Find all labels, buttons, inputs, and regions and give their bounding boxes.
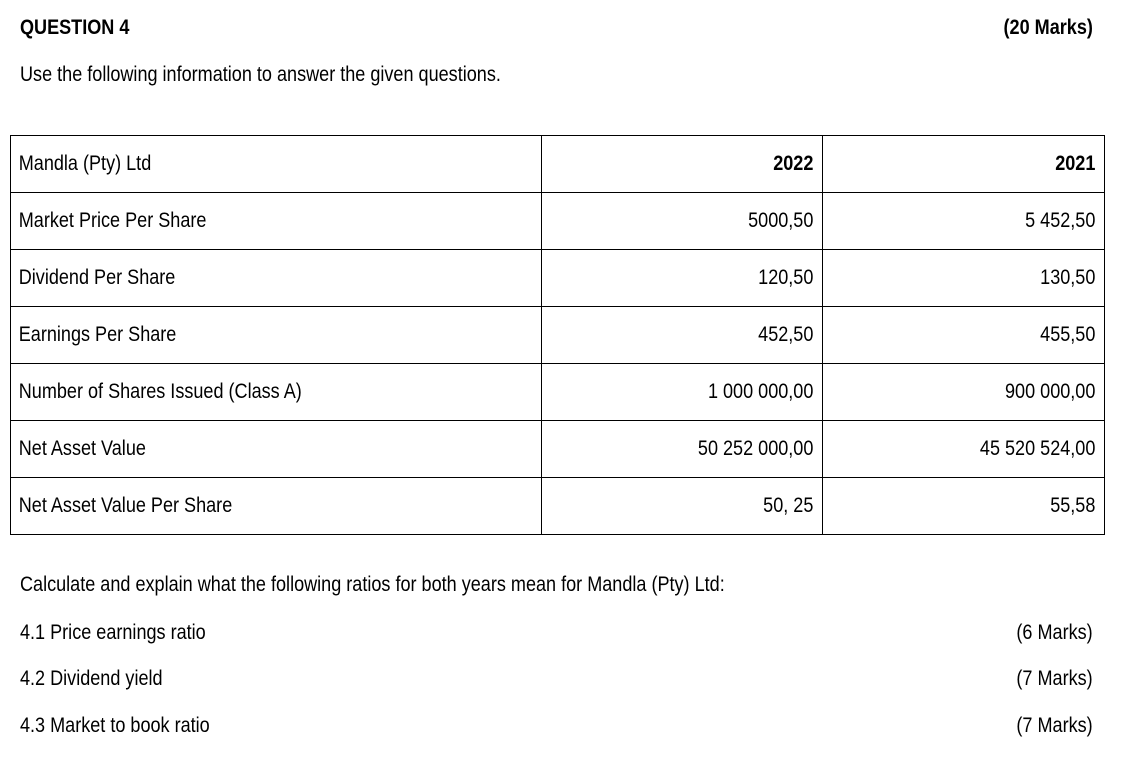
question-item-marks: (7 Marks) (1016, 667, 1093, 690)
question-item-label: 4.2 Dividend yield (20, 667, 163, 690)
year-2021-label: 2021 (1055, 152, 1096, 175)
row-label-cell (11, 193, 542, 250)
row-value-2021: 900 000,00 (1005, 380, 1096, 403)
table-row (11, 421, 1105, 478)
question-item-label: 4.1 Price earnings ratio (20, 621, 206, 644)
row-value-2022-cell (542, 250, 823, 307)
table-header-row (11, 136, 1105, 193)
table-row (11, 193, 1105, 250)
question-intro: Use the following information to answer the given questions. (20, 63, 501, 86)
row-label-cell (11, 421, 542, 478)
row-value-2021-cell (823, 478, 1105, 535)
question-item-label: 4.3 Market to book ratio (20, 714, 210, 737)
row-value-2022: 1 000 000,00 (707, 380, 814, 403)
row-label-cell (11, 250, 542, 307)
row-value-2022: 50, 25 (763, 494, 814, 517)
question-total-marks: (20 Marks) (1003, 16, 1093, 39)
row-value-2021: 130,50 (1040, 266, 1096, 289)
row-value-2021-cell (823, 364, 1105, 421)
row-label: Net Asset Value (18, 437, 146, 460)
row-value-2022-cell (542, 421, 823, 478)
company-name: Mandla (Pty) Ltd (18, 152, 152, 175)
table-header-year-2021 (823, 136, 1105, 193)
row-value-2021: 45 520 524,00 (979, 437, 1096, 460)
table-header-company (11, 136, 542, 193)
row-value-2022-cell (542, 364, 823, 421)
row-label: Dividend Per Share (18, 266, 176, 289)
row-value-2021: 55,58 (1050, 494, 1096, 517)
table-row (11, 250, 1105, 307)
row-label: Earnings Per Share (18, 323, 177, 346)
row-value-2022-cell (542, 307, 823, 364)
year-2022-label: 2022 (773, 152, 814, 175)
row-value-2022: 120,50 (758, 266, 814, 289)
question-item-marks: (7 Marks) (1016, 714, 1093, 737)
row-value-2021: 455,50 (1040, 323, 1096, 346)
row-label: Net Asset Value Per Share (18, 494, 233, 517)
row-value-2022-cell (542, 193, 823, 250)
table-row (11, 364, 1105, 421)
row-value-2021-cell (823, 421, 1105, 478)
row-value-2021-cell (823, 250, 1105, 307)
row-value-2021-cell (823, 193, 1105, 250)
row-label: Market Price Per Share (18, 209, 207, 232)
table-header-year-2022 (542, 136, 823, 193)
row-value-2022: 5000,50 (748, 209, 814, 232)
table-row (11, 478, 1105, 535)
row-label-cell (11, 364, 542, 421)
row-value-2022: 50 252 000,00 (697, 437, 814, 460)
question-title: QUESTION 4 (20, 16, 130, 39)
row-value-2021: 5 452,50 (1025, 209, 1096, 232)
table-row (11, 307, 1105, 364)
row-value-2022-cell (542, 478, 823, 535)
row-label: Number of Shares Issued (Class A) (18, 380, 302, 403)
row-value-2022: 452,50 (758, 323, 814, 346)
row-value-2021-cell (823, 307, 1105, 364)
financial-data-table (10, 135, 1105, 535)
row-label-cell (11, 307, 542, 364)
instructions-prompt: Calculate and explain what the following ratios for both years mean for Mandla (Pty) Ltd: (20, 573, 725, 596)
row-label-cell (11, 478, 542, 535)
question-item-marks: (6 Marks) (1016, 621, 1093, 644)
